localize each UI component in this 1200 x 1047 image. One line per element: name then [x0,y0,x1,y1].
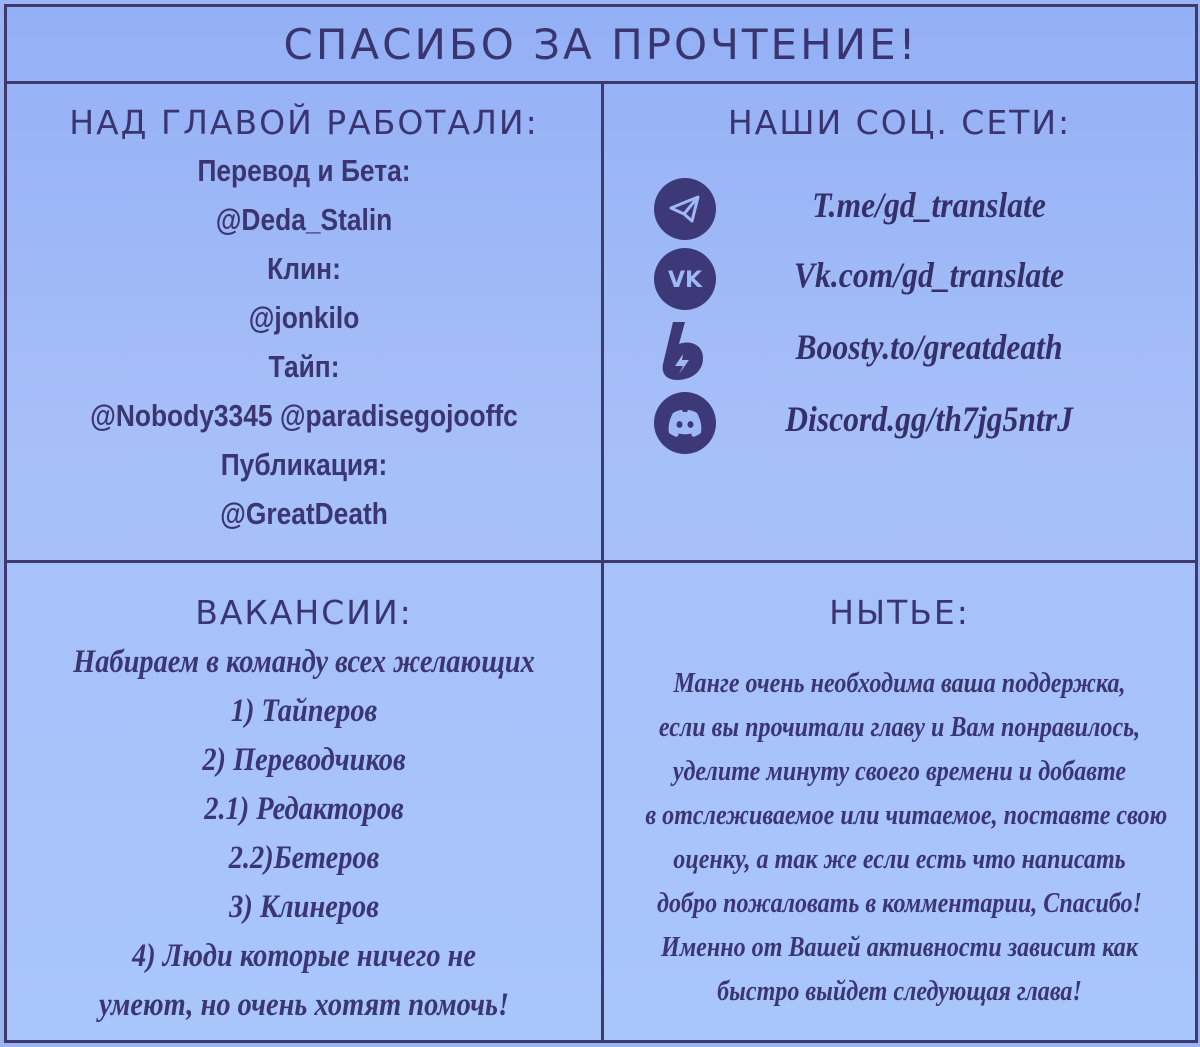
whine-line: Манге очень необходима ваша поддержка, [673,668,1126,699]
boosty-icon [654,320,716,382]
whine-line: оценку, а так же если есть что написать [673,844,1126,875]
whine-heading: НЫТЬЕ: [829,593,970,632]
whine-list [604,662,1195,1014]
credits-line: Перевод и Бета: [197,153,411,188]
credits-line: @jonkilo [248,300,360,335]
whine-line: уделите минуту своего времени и добавте [672,756,1127,787]
vacancies-line: умеют, но очень хотят помочь! [98,987,510,1023]
credits-line: @Deda_Stalin [215,202,393,237]
page-title: СПАСИБО ЗА ПРОЧТЕНИЕ! [283,19,919,69]
whine-panel [604,567,1195,1014]
svg-text:VK: VK [667,268,703,292]
whine-line: если вы прочитали главу и Вам понравилось, [658,712,1141,743]
credits-line: Публикация: [220,447,388,482]
boosty-link[interactable]: Boosty.to/greatdeath [795,327,1063,367]
credits-panel [7,87,601,538]
credits-card [4,4,1198,1043]
telegram-icon [654,178,716,240]
socials-panel [604,87,1195,439]
title-bar [7,7,1195,84]
credits-line: Клин: [267,251,341,286]
social-row-discord[interactable] [604,392,1195,456]
whine-line: добро пожаловать в комментарии, Спасибо! [657,888,1142,919]
vacancies-line: 1) Тайперов [230,693,378,729]
vacancies-line: 2) Переводчиков [202,742,406,778]
vacancies-panel [7,567,601,1030]
vacancies-list [7,638,601,1030]
whine-line: в отслеживаемое или читаемое, поставте свою [645,800,1168,831]
discord-icon [654,392,716,454]
discord-link[interactable]: Discord.gg/th7jg5ntrJ [785,399,1073,439]
social-row-telegram[interactable] [604,178,1195,242]
vacancies-line: 4) Люди которые ничего не [132,938,476,974]
vacancies-line: 2.2)Бетеров [228,840,380,876]
vacancies-line: 2.1) Редакторов [204,791,404,827]
whine-line: быстро выйдет следующая глава! [717,976,1082,1007]
vacancies-heading: ВАКАНСИИ: [195,593,413,632]
credits-heading: НАД ГЛАВОЙ РАБОТАЛИ: [69,103,539,142]
whine-line: Именно от Вашей активности зависит как [660,932,1139,963]
social-row-vk[interactable] [604,248,1195,312]
vk-link[interactable]: Vk.com/gd_translate [793,255,1065,295]
credits-line: Тайп: [268,349,340,384]
vacancies-line: 3) Клинеров [229,889,379,925]
credits-line: @Nobody3345 @paradisegojooffc [90,398,518,433]
horizontal-divider [7,560,1195,563]
credits-line: @GreatDeath [220,496,388,531]
vacancies-line: Набираем в команду всех желающих [73,644,535,680]
socials-heading: НАШИ СОЦ. СЕТИ: [727,103,1072,142]
telegram-link[interactable]: T.me/gd_translate [812,185,1046,225]
social-row-boosty[interactable] [604,320,1195,384]
credits-list [7,146,601,538]
vk-icon [654,248,716,310]
